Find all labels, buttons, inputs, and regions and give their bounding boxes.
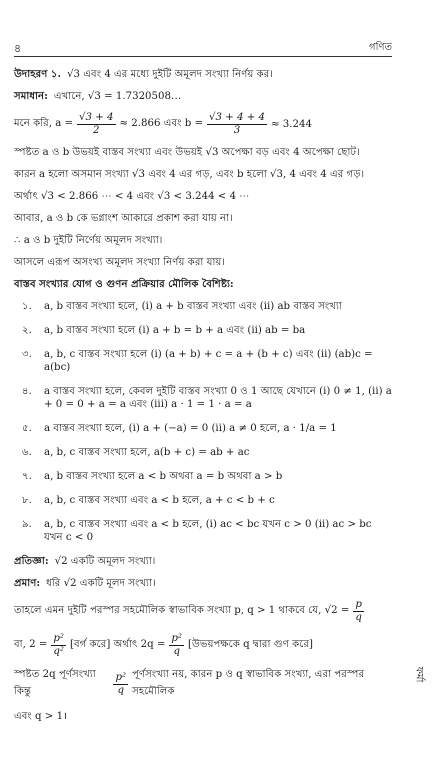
fraction-a-den: 2 — [93, 125, 100, 136]
fraction-den: q — [117, 684, 125, 696]
fraction-den: q² — [53, 646, 64, 657]
list-item — [22, 446, 392, 459]
fraction-p2-over-q2 — [51, 633, 66, 658]
proof-line4-pre: স্পষ্টত 2q পূর্ণসংখ্যা কিন্তু — [14, 669, 96, 697]
proof-line2-pre: তাহলে এমন দুইটি পরস্পর সহমৌলিক স্বাভাবিক সংখ্যা p, q > 1 থাকবে যে, √2 = — [14, 605, 350, 616]
page-content — [14, 68, 392, 732]
theorem-label: প্রতিজ্ঞা: — [14, 555, 49, 567]
solution-assume-line — [14, 112, 392, 137]
item-number: ৩. — [22, 349, 32, 360]
item-number: ৭. — [22, 471, 32, 482]
example-label: উদাহরণ ১. — [14, 68, 62, 80]
fraction-b — [207, 112, 267, 137]
fraction-den: q — [173, 646, 180, 657]
solution-line — [14, 90, 392, 103]
proof-line — [14, 577, 392, 590]
item-number: ৯. — [22, 519, 32, 530]
item-number: ৪. — [22, 386, 32, 397]
fraction-num: p² — [53, 633, 64, 644]
list-item — [22, 518, 392, 544]
page-number: ৪ — [14, 42, 22, 55]
proof-line1: ধরি √2 একটি মূলদ সংখ্যা। — [46, 578, 156, 589]
list-item — [22, 494, 392, 507]
fraction-num: p — [355, 599, 362, 610]
fraction-a — [77, 112, 115, 137]
assume-b-value: ≈ 3.244 — [271, 119, 312, 130]
list-item — [22, 422, 392, 435]
solution-line7: ∴ a ও b দুইটি নির্ণেয় অমূলদ সংখ্যা। — [14, 235, 163, 246]
fraction-p2-over-q — [169, 633, 184, 658]
list-item — [22, 348, 392, 374]
solution-line1: এখানে, √3 = 1.7320508… — [53, 91, 182, 102]
solution-line6: আবার, a ও b কে ভগ্নাংশ আকারে প্রকাশ করা যায় না। — [14, 213, 233, 224]
solution-line8: আসলে এরূপ অসংখ্য অমূলদ সংখ্যা নির্ণয় করা যায়। — [14, 257, 226, 268]
solution-line5: অর্থাৎ √3 < 2.866 ⋯ < 4 এবং √3 < 3.244 < 4 ⋯ — [14, 191, 250, 202]
proof-line2 — [14, 599, 392, 624]
fraction-b-num: √3 + 4 + 4 — [209, 112, 266, 123]
chapter-title: গণিত — [369, 42, 392, 53]
fraction-b-den: 3 — [233, 125, 241, 136]
proof-line3 — [14, 633, 392, 658]
item-text: a বাস্তব সংখ্যা হলে, কেবল দুইটি বাস্তব সংখ্যা 0 ও 1 আছে যেখানে (i) 0 ≠ 1, (ii) a + 0 = 0 + a = a এবং (iii) a · 1 = 1 · a = a — [44, 386, 392, 410]
list-item — [22, 300, 392, 313]
properties-list — [22, 300, 392, 544]
properties-heading: বাস্তব সংখ্যার যোগ ও গুণন প্রক্রিয়ার মৌলিক বৈশিষ্ট্য: — [14, 278, 234, 290]
example-line — [14, 68, 392, 81]
example-text: √3 এবং 4 এর মধ্যে দুইটি অমূলদ সংখ্যা নির্ণয় কর। — [67, 69, 274, 80]
fraction-p2-over-q-b — [113, 672, 128, 697]
item-number: ১. — [22, 301, 32, 312]
item-text: a, b, c বাস্তব সংখ্যা এবং a < b হলে, (i) ac < bc যখন c > 0 (ii) ac > bc যখন c < 0 — [44, 519, 372, 543]
proof-line3-pre: বা, 2 = — [14, 639, 48, 650]
list-item — [22, 470, 392, 483]
assume-a-value: ≈ 2.866 এবং b = — [119, 118, 204, 129]
fraction-num: p² — [115, 671, 127, 683]
header-rule — [14, 56, 392, 57]
proof-line4 — [14, 667, 392, 701]
item-text: a, b, c বাস্তব সংখ্যা হলে (i) (a + b) + c = a + (b + c) এবং (ii) (ab)c = a(bc) — [44, 349, 373, 373]
proof-line4-post: পূর্ণসংখ্যা নয়, কারন p ও q স্বাভাবিক সংখ্যা, এরা পরস্পর সহমৌলিক — [132, 669, 365, 697]
item-text: a বাস্তব সংখ্যা হলে, (i) a + (−a) = 0 (ii) a ≠ 0 হলে, a · 1/a = 1 — [44, 423, 337, 434]
fraction-den: q — [355, 612, 362, 623]
item-text: a, b, c বাস্তব সংখ্যা হলে, a(b + c) = ab + ac — [44, 447, 250, 458]
theorem-line — [14, 555, 392, 568]
item-text: a, b বাস্তব সংখ্যা হলে a < b অথবা a = b অথবা a > b — [44, 471, 283, 482]
solution-line4: কারন a হলো অসমান সংখ্যা √3 এবং 4 এর গড়, এবং b হলো √3, 4 এবং 4 এর গড়। — [14, 169, 365, 180]
proof-line5: এবং q > 1। — [14, 711, 67, 722]
item-number: ৫. — [22, 423, 32, 434]
item-text: a, b বাস্তব সংখ্যা হলে (i) a + b = b + a এবং (ii) ab = ba — [44, 325, 306, 336]
proof-label: প্রমাণ: — [14, 577, 41, 589]
list-item — [22, 385, 392, 411]
fraction-a-num: √3 + 4 — [79, 112, 114, 123]
proof-line3-post: [উভয়পক্ষকে q দ্বারা গুণ করে] — [188, 639, 313, 650]
list-item — [22, 324, 392, 337]
item-number: ৬. — [22, 447, 32, 458]
item-text: a, b, c বাস্তব সংখ্যা এবং a < b হলে, a + c < b + c — [44, 495, 275, 506]
side-page-mark: ফর্মা — [413, 666, 425, 683]
assume-a-prefix: মনে করি, a = — [14, 118, 74, 129]
fraction-p-over-q — [353, 599, 364, 624]
fraction-num: p² — [171, 633, 183, 644]
proof-line3-mid: [বর্গ করে] অর্থাৎ 2q = — [69, 639, 166, 650]
solution-label: সমাধান: — [14, 90, 48, 102]
solution-line3: স্পষ্টত a ও b উভয়ই বাস্তব সংখ্যা এবং উভয়ই √3 অপেক্ষা বড় এবং 4 অপেক্ষা ছোট। — [14, 147, 360, 158]
item-number: ৮. — [22, 495, 32, 506]
item-number: ২. — [22, 325, 32, 336]
item-text: a, b বাস্তব সংখ্যা হলে, (i) a + b বাস্তব সংখ্যা এবং (ii) ab বাস্তব সংখ্যা — [44, 301, 342, 312]
theorem-text: √2 একটি অমূলদ সংখ্যা। — [54, 556, 156, 567]
